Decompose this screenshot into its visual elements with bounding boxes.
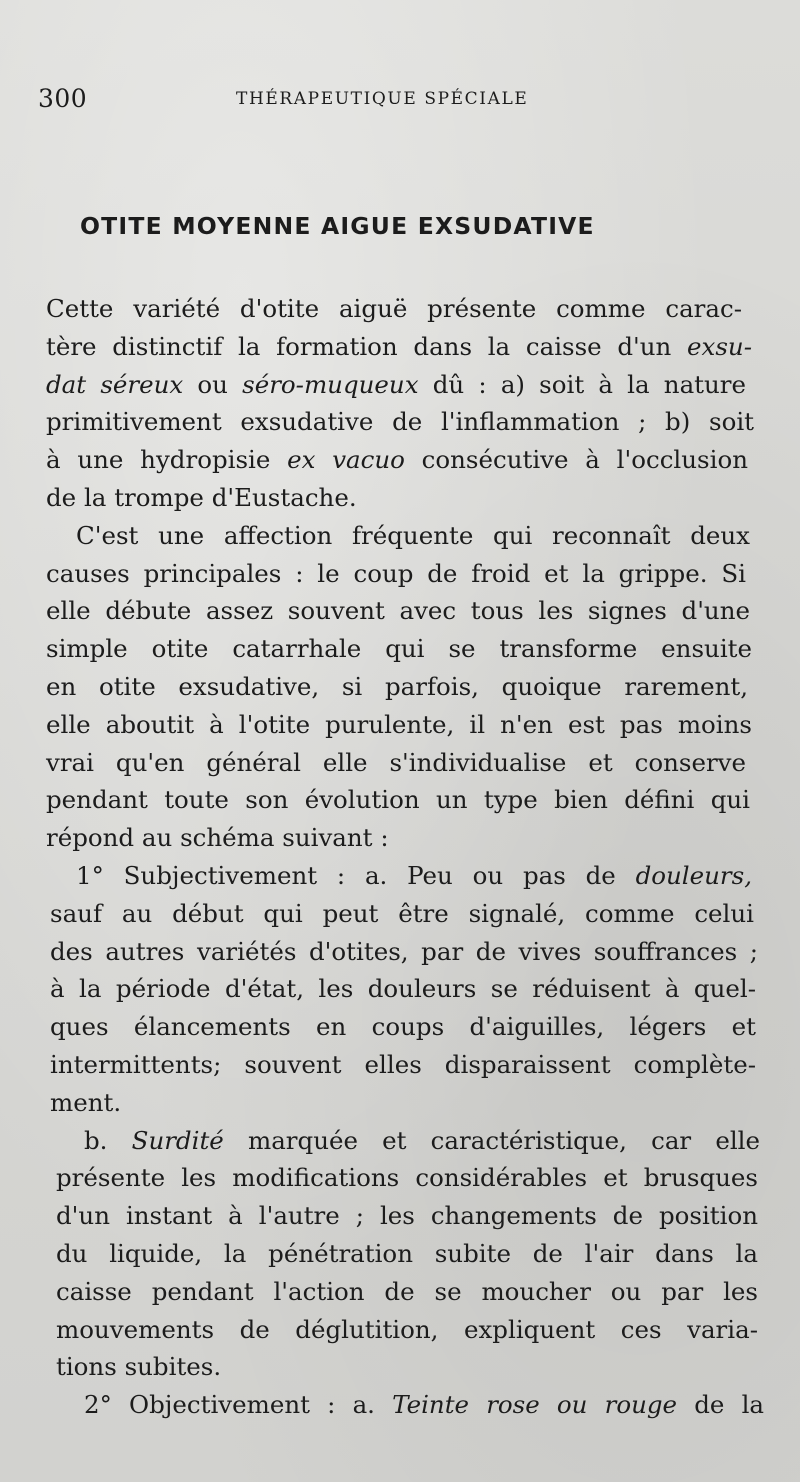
text-run: d'un instant à l'autre ; les changements de position (56, 1201, 758, 1231)
page-header (38, 84, 758, 124)
text-line (56, 1197, 758, 1235)
text-line (46, 630, 752, 668)
text-run: tère distinctif la formation dans la caisse d'un (46, 331, 688, 361)
text-run: ment. (50, 1087, 122, 1117)
text-line (84, 1386, 764, 1424)
italic-phrase: douleurs, (635, 861, 752, 890)
text-line (76, 517, 750, 555)
text-line (46, 781, 750, 819)
text-run: causes principales : le coup de froid et la grippe. Si (46, 558, 746, 588)
text-line (84, 1122, 760, 1160)
text-line (56, 1311, 758, 1349)
italic-phrase: ex vacuo (287, 445, 405, 475)
text-line (46, 441, 748, 479)
text-line (50, 1008, 756, 1046)
text-line (46, 592, 750, 630)
text-run: simple otite catarrhale qui se transforme ensuite (46, 634, 752, 664)
text-line (46, 819, 402, 857)
text-run: consécutive à l'occlusion (404, 445, 748, 475)
text-run: pendant toute son évolution un type bien défini qui (46, 785, 750, 815)
text-run: ques élancements en coups d'aiguilles, légers et (50, 1012, 756, 1042)
text-run: sauf au début qui peut être signalé, comme celui (50, 898, 754, 928)
text-line (46, 555, 746, 593)
text-line (50, 933, 758, 971)
text-run: intermittents; souvent elles disparaissent complète- (50, 1050, 756, 1079)
text-run: caisse pendant l'action de se moucher ou par les (56, 1276, 758, 1306)
text-run: Cette variété d'otite aiguë présente comme carac- (46, 294, 742, 323)
text-line (50, 1084, 152, 1122)
text-line (76, 857, 752, 895)
text-line (46, 366, 746, 404)
text-run: elle aboutit à l'otite purulente, il n'en est pas moins (46, 709, 752, 739)
text-run: marquée et caractéristique, car elle (223, 1125, 760, 1155)
text-run: b. (84, 1125, 132, 1155)
text-run: présente les modifications considérables et brusques (56, 1163, 758, 1193)
text-run: tions subites. (56, 1352, 222, 1382)
italic-phrase: Surdité (131, 1125, 224, 1155)
text-line (50, 895, 754, 933)
text-run: elle débute assez souvent avec tous les signes d'une (46, 596, 750, 626)
text-line (56, 1273, 758, 1311)
text-run: des autres variétés d'otites, par de vives souffrances ; (50, 936, 758, 966)
italic-phrase: exsu- (687, 331, 752, 361)
text-run: dû : a) soit à la nature (418, 369, 747, 399)
text-run: vrai qu'en général elle s'individualise et conserve (46, 747, 746, 777)
italic-phrase: séro-muqueux (242, 369, 419, 399)
text-run: de la trompe d'Eustache. (46, 483, 357, 512)
text-run: mouvements de déglutition, expliquent ces varia- (56, 1314, 758, 1344)
text-line (56, 1235, 758, 1273)
text-run: C'est une affection fréquente qui reconnaît deux (76, 520, 750, 550)
text-line (46, 403, 754, 441)
text-line (46, 479, 370, 517)
italic-phrase: dat séreux (46, 369, 184, 399)
text-run: du liquide, la pénétration subite de l'air dans la (56, 1239, 758, 1268)
text-run: en otite exsudative, si parfois, quoique rarement, (46, 672, 748, 701)
text-line (56, 1159, 758, 1197)
text-run: de la (677, 1390, 765, 1420)
text-run: à la période d'état, les douleurs se réduisent à quel- (50, 974, 756, 1004)
text-run: 2° Objectivement : a. (84, 1390, 393, 1420)
text-line (46, 668, 748, 706)
section-title: OTITE MOYENNE AIGUE EXSUDATIVE (80, 212, 595, 240)
text-run: à une hydropisie (46, 445, 288, 475)
italic-phrase: Teinte rose ou rouge (392, 1390, 678, 1420)
text-line (50, 970, 756, 1008)
text-line (46, 706, 752, 744)
text-run: ou (183, 369, 243, 399)
text-line (46, 290, 742, 328)
text-line (46, 744, 746, 782)
text-run: 1° Subjectivement : a. Peu ou pas de (76, 861, 636, 890)
text-run: primitivement exsudative de l'inflammation ; b) soit (46, 407, 754, 437)
running-head: THÉRAPEUTIQUE SPÉCIALE (236, 89, 529, 109)
page-number: 300 (38, 84, 88, 113)
text-line (56, 1348, 236, 1386)
text-line (50, 1046, 756, 1084)
text-line (46, 328, 752, 366)
text-run: répond au schéma suivant : (46, 823, 389, 853)
